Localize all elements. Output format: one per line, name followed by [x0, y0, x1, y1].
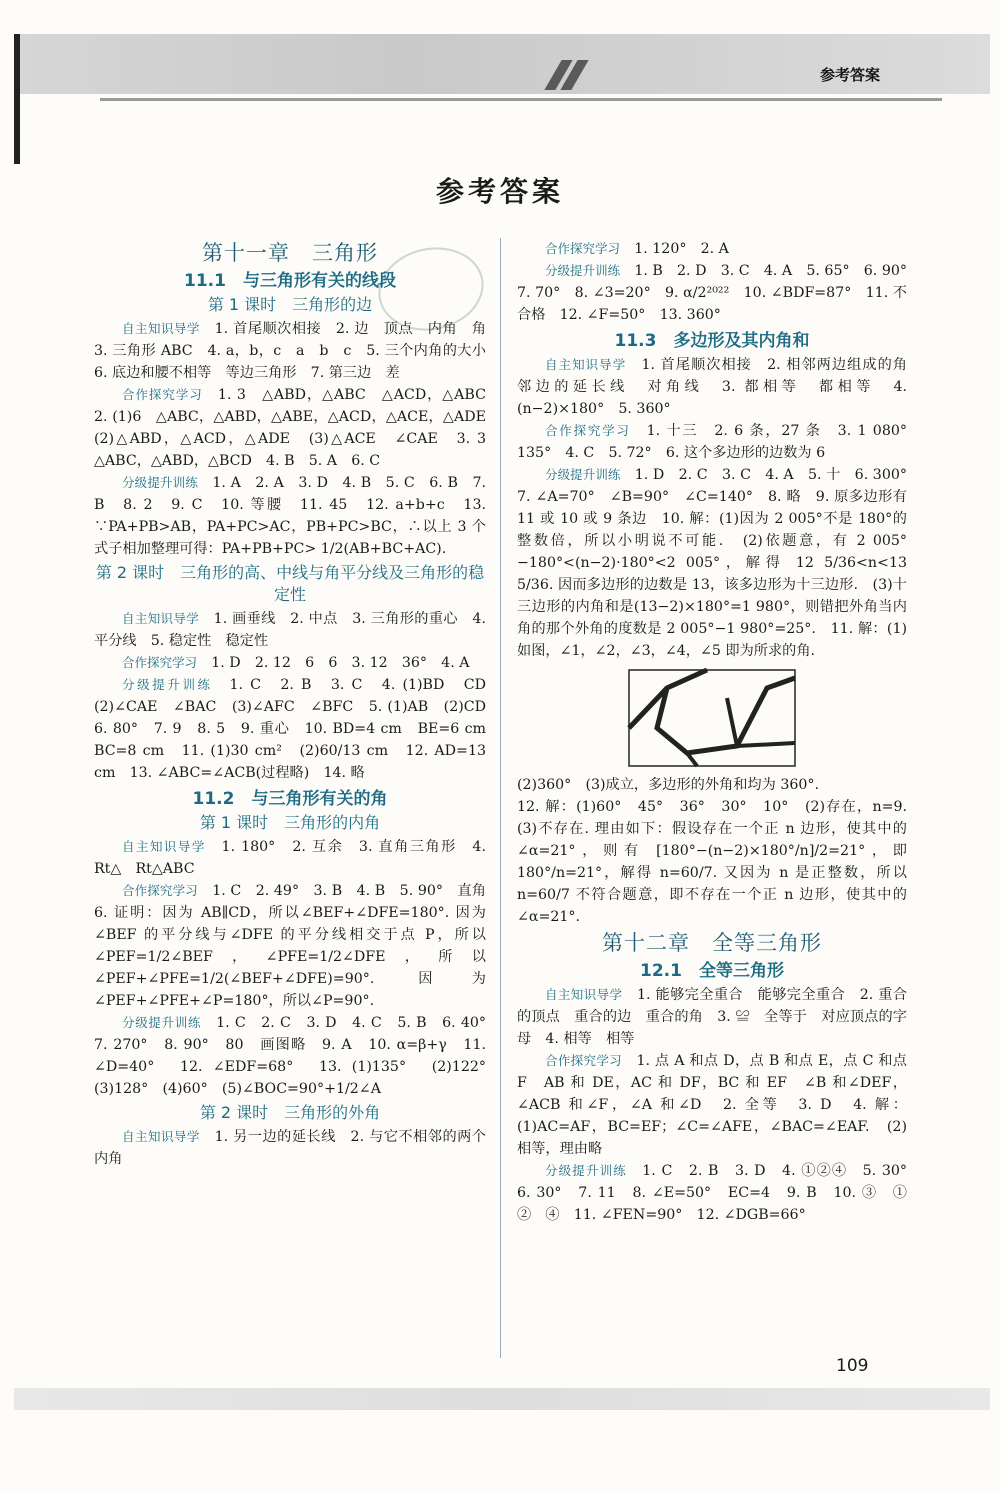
answer-category: 分级提升训练 [122, 677, 213, 692]
answer-category: 分级提升训练 [545, 467, 621, 482]
answer-text: 1. 另一边的延长线 2. 与它不相邻的两个内角 [94, 1129, 486, 1167]
answer-paragraph [517, 420, 922, 464]
section-title: 11.1 与三角形有关的线段 [184, 271, 396, 291]
answer-text: 1. C 2. B 3. D 4. ①②④ 5. 30° 6. 30° 7. 11 8. ∠E=50° EC=4 9. B 10. ③ ① ② ④ 11. ∠FEN=90° 12. ∠DGB=66° [517, 1163, 922, 1223]
header-rule [100, 98, 942, 101]
answer-text: 1. 能够完全重合 能够完全重合 2. 重合的顶点 重合的边 重合的角 3. ≌ 全等于 对应顶点的字母 4. 相等 相等 [517, 987, 907, 1047]
answer-paragraph [94, 472, 486, 560]
answer-text: 1. 首尾顺次相接 2. 边 顶点 内角 角 3. 三角形 ABC 4. a，b，c a b c 5. 三个内角的大小 6. 底边和腰不相等 等边三角形 7. 第三边 差 [94, 321, 501, 381]
answer-text: 1. 十三 2. 6 条，27 条 3. 1 080° 135° 4. C 5. 72° 6. 这个多边形的边数为 6 [517, 423, 922, 461]
chapter-title: 第十一章 三角形 [202, 241, 378, 265]
lesson-title: 第 1 课时 三角形的边 [207, 295, 373, 314]
answer-category: 分级提升训练 [545, 263, 621, 278]
answer-text: 1. 180° 2. 互余 3. 直角三角形 4. Rt△ Rt△ABC [94, 839, 486, 877]
answer-text: 1. 120° 2. A [634, 241, 729, 257]
answer-category: 自主知识导学 [545, 357, 627, 372]
answer-category: 合作探究学习 [545, 241, 621, 256]
chapter-title: 第十二章 全等三角形 [602, 931, 822, 955]
header-edge [14, 34, 20, 164]
footer-band [14, 1388, 990, 1410]
column-divider [500, 238, 501, 1358]
answer-paragraph [517, 796, 922, 928]
answer-category: 合作探究学习 [122, 655, 198, 670]
answer-category: 合作探究学习 [122, 387, 203, 402]
lesson-title: 第 2 课时 三角形的高、中线与角平分线及三角形的稳定性 [95, 563, 485, 604]
answer-paragraph [94, 1012, 501, 1100]
answer-category: 自主知识导学 [122, 321, 200, 336]
answer-paragraph [517, 464, 922, 662]
answer-text: 1. 3 △ABD，△ABC △ACD，△ABC 2. (1)6 △ABC，△ABD，△ABE，△ACD，△ACE，△ADE (2)△ABD，△ACD，△ADE (3)△ACE ∠CAE 3. 3 △ABC，△ABD，△BCD 4. B 5. A 6. C [94, 387, 501, 469]
answer-paragraph [517, 1050, 907, 1160]
answer-paragraph [517, 238, 907, 260]
answer-category: 合作探究学习 [545, 1053, 622, 1068]
answer-text: 1. C 2. B 3. C 4. (1)BD CD (2)∠CAE ∠BAC (3)∠AFC ∠BFC 5. (1)AB (2)CD 6. 80° 7. 9 8. 5 9. 重心 10. BD=4 cm BE=6 cm BC=8 cm 11. (1)30 cm² (2)60/13 cm 12. AD=13 cm 13. ∠ABC=∠ACB(过程略) 14. 略 [94, 677, 501, 781]
right-column [517, 238, 922, 1226]
lesson-title: 第 1 课时 三角形的内角 [199, 813, 381, 832]
answer-text: 1. B 2. D 3. C 4. A 5. 65° 6. 90° 7. 70° 8. ∠3=20° 9. α/2²⁰²² 10. ∠BDF=87° 11. 不合格 12. ∠F=50° 13. 360° [517, 263, 922, 323]
answer-paragraph [517, 774, 907, 796]
answer-category: 分级提升训练 [122, 1015, 202, 1030]
answer-paragraph [94, 674, 501, 784]
page-number: 109 [836, 1356, 869, 1376]
answer-paragraph [517, 260, 922, 326]
answer-category: 合作探究学习 [545, 423, 631, 438]
answer-category: 合作探究学习 [122, 883, 198, 898]
answer-text: 1. C 2. 49° 3. B 4. B 5. 90° 直角 6. 证明：因为 AB∥CD，所以∠BEF+∠DFE=180°. 因为∠BEF 的平分线与∠DFE 的平分线相交于点 P，所以∠PEF=1/2∠BEF，∠PFE=1/2∠DFE，所以∠PEF+∠PFE=1/2(∠BEF+∠DFE)=90°. 因为∠PEF+∠PFE+∠P=180°，所以∠P=90°. [94, 883, 501, 1009]
answer-text: 12. 解：(1)60° 45° 36° 30° 10° (2)存在，n=9. (3)不存在. 理由如下：假设存在一个正 n 边形，使其中的∠α=21°，则有 [180°−(n−2)×180°/n]/2=21°，即 180°/n=21°，解得 n=60/7. 又因为 n 是正整数，所以 n=60/7 不符合题意，即不存在一个正 n 边形，使其中的∠α=21°. [517, 799, 922, 925]
answer-paragraph [517, 1160, 922, 1226]
answer-category: 自主知识导学 [545, 987, 623, 1002]
answer-text: 1. C 2. C 3. D 4. C 5. B 6. 40° 7. 270° 8. 90° 80 画图略 9. A 10. α=β+γ 11. ∠D=40° 12. ∠EDF=68° 13. (1)135° (2)122° (3)128° (4)60° (5)∠BOC=90°+1/2∠A [94, 1015, 501, 1097]
answer-text: 1. A 2. A 3. D 4. B 5. C 6. B 7. B 8. 2 9. C 10. 等腰 11. 45 12. a+b+c 13. ∵PA+PB>AB，PA+PC>AC，PB+PC>BC，∴以上 3 个式子相加整理可得：PA+PB+PC> 1/2(AB+BC+AC). [94, 475, 486, 557]
answer-category: 分级提升训练 [122, 475, 199, 490]
answer-paragraph [517, 984, 907, 1050]
answer-category: 分级提升训练 [545, 1163, 627, 1178]
answer-text: 1. 画垂线 2. 中点 3. 三角形的重心 4. 平分线 5. 稳定性 稳定性 [94, 611, 486, 649]
section-title: 12.1 全等三角形 [640, 961, 784, 981]
header-title: 参考答案 [820, 66, 881, 84]
answer-paragraph [94, 384, 501, 472]
answer-paragraph [94, 836, 486, 880]
answer-text: 1. D 2. 12 6 6 3. 12 36° 4. A [211, 655, 470, 671]
answer-text: 1. 首尾顺次相接 2. 相邻两边组成的角 邻边的延长线 对角线 3. 都相等 都相等 4. (n−2)×180° 5. 360° [517, 357, 922, 417]
answer-paragraph [517, 354, 922, 420]
answer-category: 自主知识导学 [122, 839, 206, 854]
answer-category: 自主知识导学 [122, 611, 200, 626]
answer-paragraph [94, 318, 501, 384]
answer-category: 自主知识导学 [122, 1129, 200, 1144]
section-title: 11.2 与三角形有关的角 [192, 789, 388, 809]
answer-paragraph [94, 880, 501, 1012]
answer-paragraph [94, 1126, 486, 1170]
answer-paragraph [94, 652, 486, 674]
section-title: 11.3 多边形及其内角和 [614, 331, 810, 351]
polygon-angle-figure [627, 668, 797, 768]
header-stripes [553, 60, 593, 90]
answer-paragraph [94, 608, 486, 652]
left-column [94, 238, 501, 1170]
answer-text: 1. 点 A 和点 D，点 B 和点 E，点 C 和点 F AB 和 DE，AC 和 DF，BC 和 EF ∠B 和∠DEF，∠ACB 和∠F，∠A 和∠D 2. 全等 3. D 4. 解：(1)AC=AF，BC=EF；∠C=∠AFE，∠BAC=∠EAF. (2)相等，理由略 [517, 1053, 907, 1157]
answer-text: (2)360° (3)成立，多边形的外角和均为 360°. [517, 777, 819, 793]
page-title: 参考答案 [435, 175, 564, 208]
lesson-title: 第 2 课时 三角形的外角 [199, 1103, 381, 1122]
answer-text: 1. D 2. C 3. C 4. A 5. 十 6. 300° 7. ∠A=70° ∠B=90° ∠C=140° 8. 略 9. 原多边形有 11 或 10 或 9 条边 10. 解：(1)因为 2 005°不是 180°的整数倍，所以小明说不可能. (2)依题意，有 2 005°−180°<(n−2)·180°<2 005°，解得 12 5/36<n<13 5/36. 因而多边形的边数是 13，该多边形为十三边形. (3)十三边形的内角和是(13−2)×180°=1 980°，则错把外角当内角的那个外角的度数是 2 005°−1 980°=25°. 11. 解：(1)如图，∠1，∠2，∠3，∠4，∠5 即为所求的角. [517, 467, 922, 659]
